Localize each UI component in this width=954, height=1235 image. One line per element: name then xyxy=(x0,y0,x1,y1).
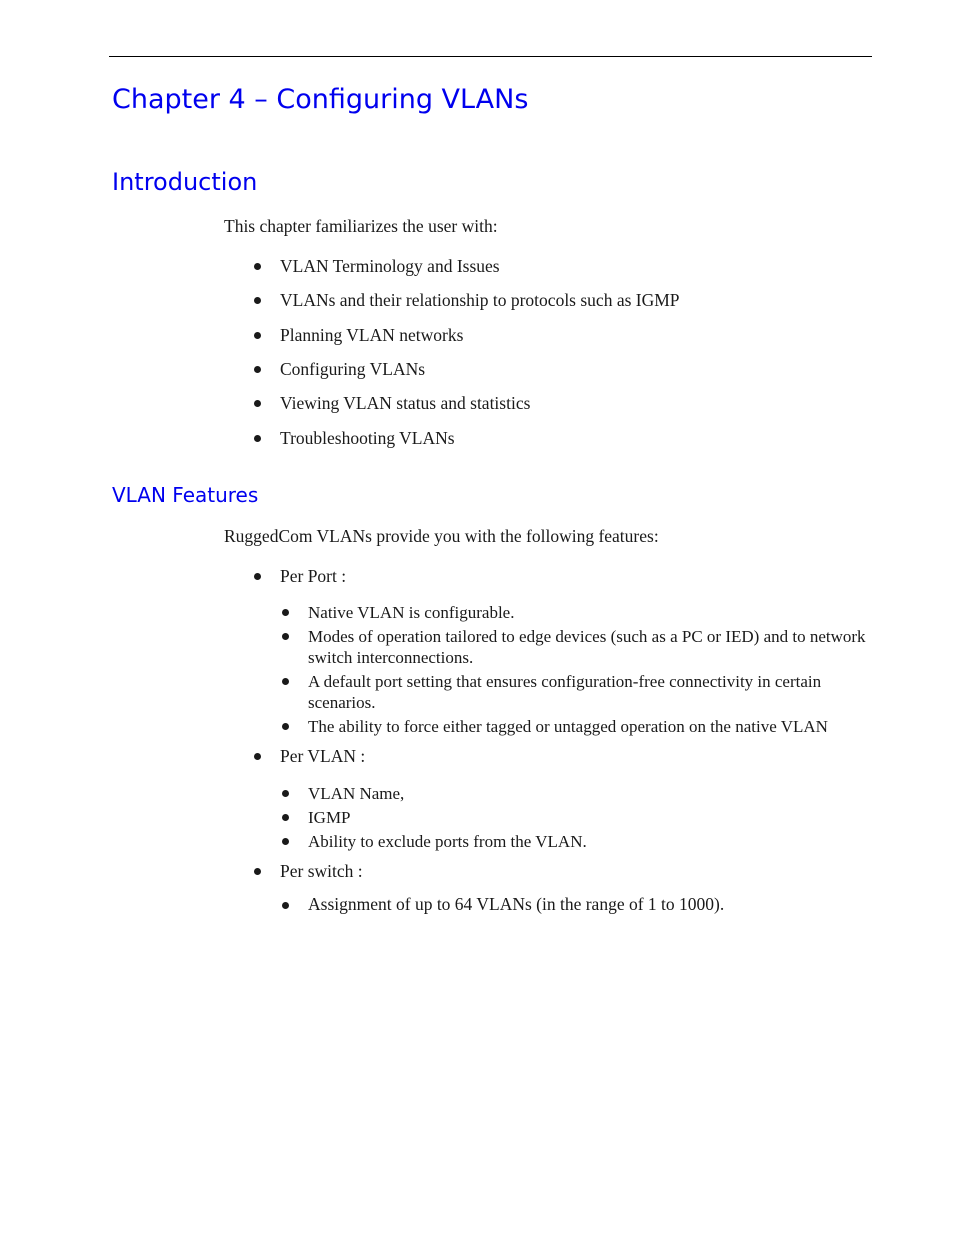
intro-list-item: Planning VLAN networks xyxy=(280,325,464,345)
bullet-icon xyxy=(254,868,261,875)
feature-group-label: Per VLAN : xyxy=(280,746,366,766)
bullet-icon xyxy=(254,435,261,442)
introduction-lead: This chapter familiarizes the user with: xyxy=(224,216,498,236)
intro-list-item: VLAN Terminology and Issues xyxy=(280,256,500,276)
bullet-icon xyxy=(254,753,261,760)
bullet-icon xyxy=(282,838,289,845)
header-rule xyxy=(109,56,872,57)
feature-group-label: Per Port : xyxy=(280,566,347,586)
intro-list-item: Configuring VLANs xyxy=(280,359,426,379)
bullet-icon xyxy=(282,678,289,685)
bullet-icon xyxy=(282,609,289,616)
feature-list-item: The ability to force either tagged or untagged operation on the native VLAN xyxy=(308,717,828,736)
introduction-heading: Introduction xyxy=(112,168,258,196)
feature-list-item: IGMP xyxy=(308,808,351,827)
feature-group-label: Per switch : xyxy=(280,861,363,881)
bullet-icon xyxy=(254,332,261,339)
bullet-icon xyxy=(282,902,289,909)
intro-list-item: VLANs and their relationship to protocols such as IGMP xyxy=(280,290,680,310)
bullet-icon xyxy=(282,790,289,797)
bullet-icon xyxy=(282,633,289,640)
bullet-icon xyxy=(282,723,289,730)
feature-list-item: Assignment of up to 64 VLANs (in the range of 1 to 1000). xyxy=(308,894,725,914)
bullet-icon xyxy=(254,263,261,270)
chapter-title: Chapter 4 – Configuring VLANs xyxy=(112,84,529,115)
bullet-icon xyxy=(254,400,261,407)
feature-list-item: Modes of operation tailored to edge devices (such as a PC or IED) and to network switch interconnections. xyxy=(308,627,866,667)
intro-list-item: Troubleshooting VLANs xyxy=(280,428,455,448)
bullet-icon xyxy=(282,814,289,821)
bullet-icon xyxy=(254,366,261,373)
feature-list-item: A default port setting that ensures configuration-free connectivity in certain scenarios. xyxy=(308,672,822,712)
vlan-features-lead: RuggedCom VLANs provide you with the following features: xyxy=(224,526,659,546)
feature-list-item: Native VLAN is configurable. xyxy=(308,603,515,622)
bullet-icon xyxy=(254,297,261,304)
feature-list-item: VLAN Name, xyxy=(308,784,405,803)
vlan-features-heading: VLAN Features xyxy=(112,483,259,507)
feature-list-item: Ability to exclude ports from the VLAN. xyxy=(308,832,587,851)
intro-list-item: Viewing VLAN status and statistics xyxy=(280,393,531,413)
bullet-icon xyxy=(254,573,261,580)
